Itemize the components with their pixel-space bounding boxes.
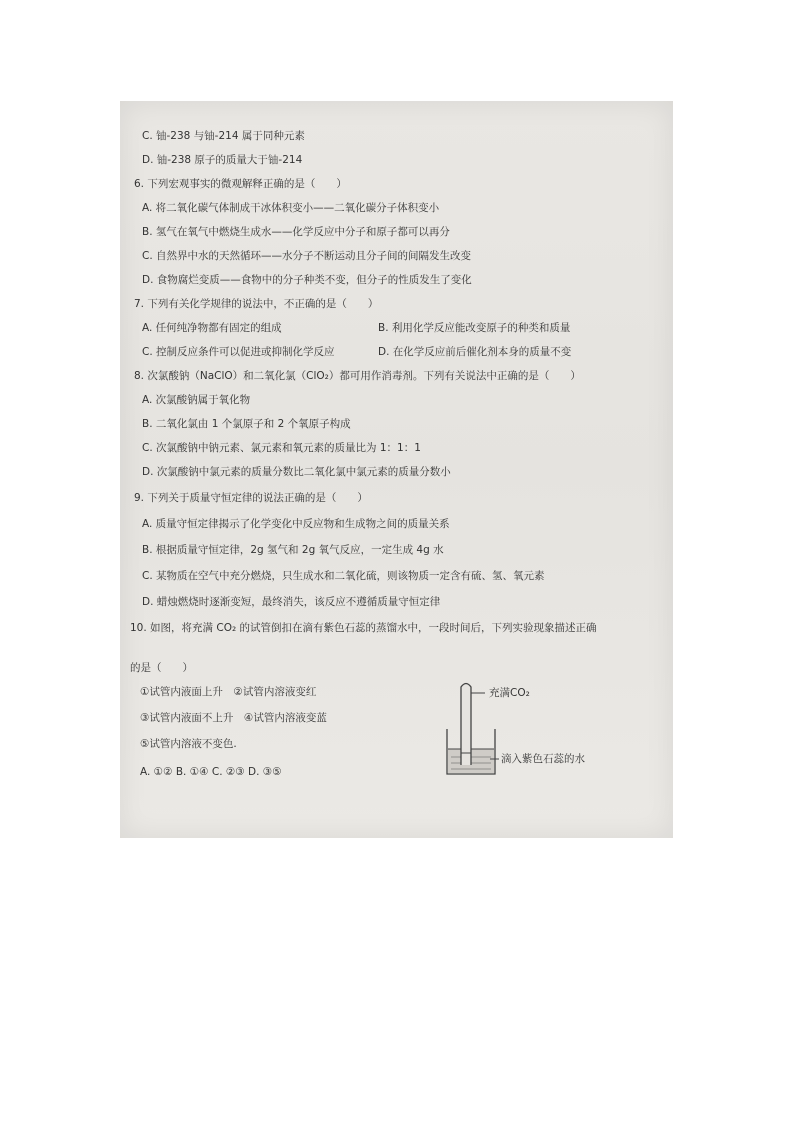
q8-option-c: C. 次氯酸钠中钠元素、氯元素和氧元素的质量比为 1：1：1 [142, 442, 421, 454]
q10-statements-2: ③试管内液面不上升 ④试管内溶液变蓝 [140, 712, 327, 724]
q8-option-b: B. 二氧化氯由 1 个氯原子和 2 个氧原子构成 [142, 418, 351, 430]
q6-option-d: D. 食物腐烂变质——食物中的分子种类不变，但分子的性质发生了变化 [142, 274, 472, 286]
q6-option-a: A. 将二氧化碳气体制成干冰体积变小——二氧化碳分子体积变小 [142, 202, 440, 214]
label-litmus-water: 滴入紫色石蕊的水 [501, 753, 585, 765]
q10-statements-1: ①试管内液面上升 ②试管内溶液变红 [140, 686, 317, 698]
q7-option-d: D. 在化学反应前后催化剂本身的质量不变 [378, 346, 572, 358]
q8-option-a: A. 次氯酸钠属于氧化物 [142, 394, 251, 406]
q10-stem-line2: 的是（ ） [130, 662, 193, 674]
q6-option-c: C. 自然界中水的天然循环——水分子不断运动且分子间的间隔发生改变 [142, 250, 472, 262]
q7-stem: 7. 下列有关化学规律的说法中，不正确的是（ ） [134, 298, 379, 310]
q7-option-a: A. 任何纯净物都有固定的组成 [142, 322, 282, 334]
q8-stem: 8. 次氯酸钠（NaClO）和二氧化氯（ClO₂）都可用作消毒剂。下列有关说法中正确的是（ ） [134, 370, 581, 382]
q9-option-c: C. 某物质在空气中充分燃烧，只生成水和二氧化硫，则该物质一定含有硫、氢、氧元素 [142, 570, 545, 582]
q9-option-d: D. 蜡烛燃烧时逐渐变短，最终消失，该反应不遵循质量守恒定律 [142, 596, 441, 608]
q10-statements-3: ⑤试管内溶液不变色. [140, 738, 237, 750]
q8-option-d: D. 次氯酸钠中氯元素的质量分数比二氧化氯中氯元素的质量分数小 [142, 466, 451, 478]
q6-option-b: B. 氢气在氧气中燃烧生成水——化学反应中分子和原子都可以再分 [142, 226, 450, 238]
q7-option-b: B. 利用化学反应能改变原子的种类和质量 [378, 322, 571, 334]
q10-answer-choices: A. ①② B. ①④ C. ②③ D. ③⑤ [140, 766, 282, 778]
q9-stem: 9. 下列关于质量守恒定律的说法正确的是（ ） [134, 492, 368, 504]
q5-option-c: C. 铀-238 与铀-214 属于同种元素 [142, 130, 305, 142]
test-tube-beaker-diagram [445, 679, 625, 779]
scanned-exam-page [120, 101, 673, 838]
q7-option-c: C. 控制反应条件可以促进或抑制化学反应 [142, 346, 335, 358]
q6-stem: 6. 下列宏观事实的微观解释正确的是（ ） [134, 178, 347, 190]
q5-option-d: D. 铀-238 原子的质量大于铀-214 [142, 154, 303, 166]
q9-option-b: B. 根据质量守恒定律，2g 氢气和 2g 氧气反应，一定生成 4g 水 [142, 544, 444, 556]
q10-stem-line1: 10. 如图，将充满 CO₂ 的试管倒扣在滴有紫色石蕊的蒸馏水中，一段时间后，下列实验现象描述正确 [130, 622, 597, 634]
label-co2-filled: 充满CO₂ [489, 687, 530, 699]
q9-option-a: A. 质量守恒定律揭示了化学变化中反应物和生成物之间的质量关系 [142, 518, 450, 530]
